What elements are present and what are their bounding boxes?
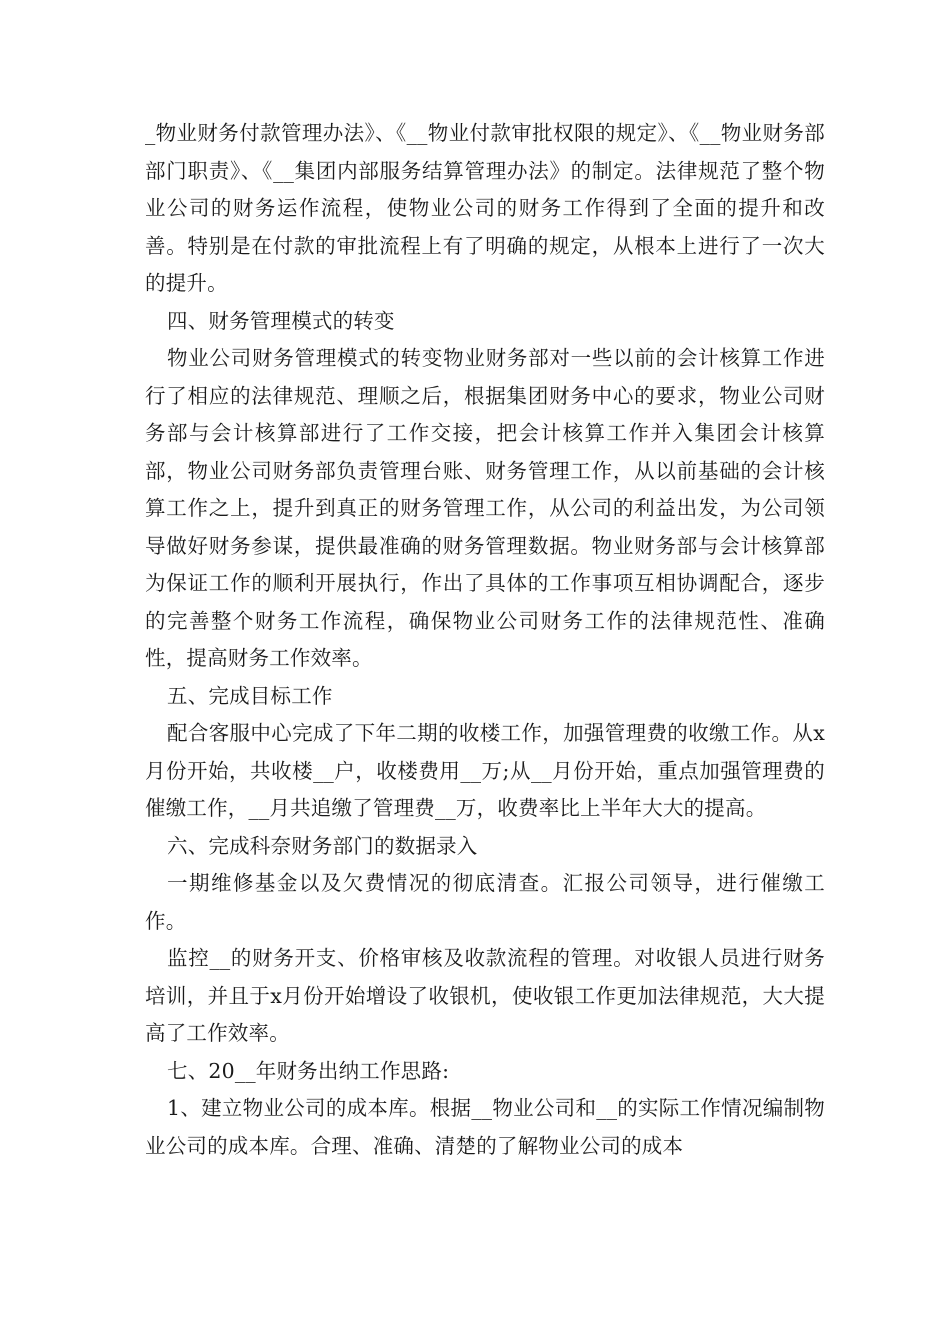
paragraph-management-mode: 物业公司财务管理模式的转变物业财务部对一些以前的会计核算工作进行了相应的法律规范、理顺之后，根据集团财务中心的要求，物业公司财务部与会计核算部进行了工作交接，把会计核算工作并入集团会计核算部，物业公司财务部负责管理台账、财务管理工作，从以前基础的会计核算工作之上，提升到真正的财务管理工作，从公司的利益出发，为公司领导做好财务参谋，提供最准确的财务管理数据。物业财务部与会计核算部为保证工作的顺利开展执行，作出了具体的工作事项互相协调配合，逐步的完善整个财务工作流程，确保物业公司财务工作的法律规范性、准确性，提高财务工作效率。 (145, 346, 825, 670)
paragraph-monitoring: 监控__的财务开支、价格审核及收款流程的管理。对收银人员进行财务培训，并且于x月份开始增设了收银机，使收银工作更加法律规范，大大提高了工作效率。 (145, 946, 825, 1045)
heading-section-4: 四、财务管理模式的转变 (167, 308, 395, 333)
document-body (145, 115, 825, 1165)
heading-section-7: 七、20__年财务出纳工作思路: (167, 1058, 450, 1083)
paragraph-target-work: 配合客服中心完成了下年二期的收楼工作，加强管理费的收缴工作。从x月份开始，共收楼__户，收楼费用__万;从__月份开始，重点加强管理费的催缴工作，__月共追缴了管理费__万，收费率比上半年大大的提高。 (145, 721, 825, 820)
paragraph-cost-library: 1、建立物业公司的成本库。根据__物业公司和__的实际工作情况编制物业公司的成本库。合理、准确、清楚的了解物业公司的成本 (145, 1096, 825, 1158)
heading-section-6: 六、完成科奈财务部门的数据录入 (167, 833, 478, 858)
heading-section-5: 五、完成目标工作 (167, 683, 333, 708)
paragraph-regulations: _物业财务付款管理办法》、《__物业付款审批权限的规定》、《__物业财务部部门职责》、《__集团内部服务结算管理办法》的制定。法律规范了整个物业公司的财务运作流程，使物业公司的财务工作得到了全面的提升和改善。特别是在付款的审批流程上有了明确的规定，从根本上进行了一次大的提升。 (145, 121, 825, 295)
paragraph-maintenance-fund: 一期维修基金以及欠费情况的彻底清查。汇报公司领导，进行催缴工作。 (145, 871, 825, 933)
